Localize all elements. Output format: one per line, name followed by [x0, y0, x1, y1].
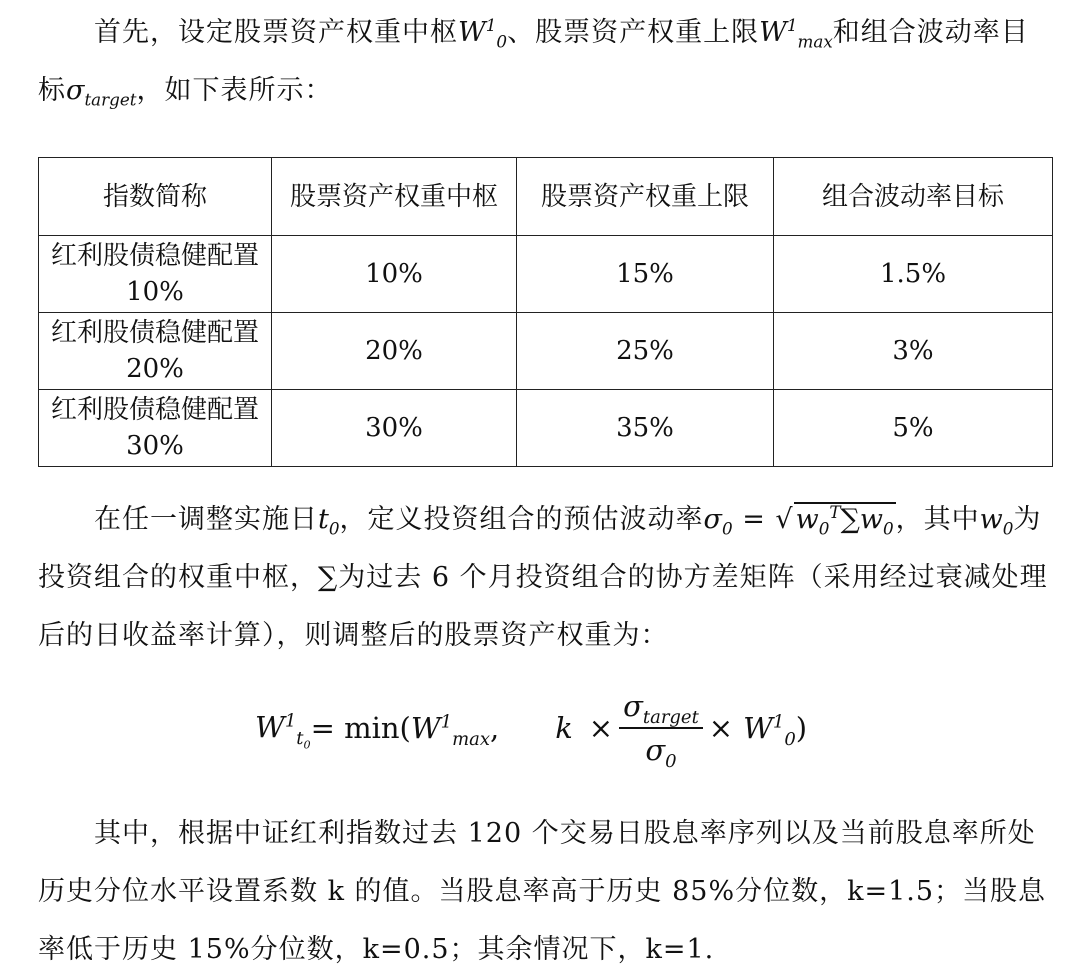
cell-index-name: 红利股债稳健配置 30%: [39, 390, 272, 467]
formula-close-paren: ): [795, 711, 808, 745]
header-index-name: 指数简称: [39, 158, 272, 236]
definition-text-3: ，其中: [895, 504, 980, 535]
w-center-symbol: $W^1_0$: [458, 15, 508, 52]
definition-text-2: ，定义投资组合的预估波动率: [339, 504, 704, 535]
formula-w0: $W^1_0$: [743, 711, 796, 750]
sigma0-symbol: $\sigma_0$: [703, 504, 733, 539]
cell-equity-center: 30%: [272, 390, 517, 467]
definition-text-4: 为投资组合的权重中枢，: [38, 504, 1042, 593]
definition-text-5: 为过去 6 个月投资组合的协方差矩阵（采用经过衰减处理后的日收益率计算），则调整后的股票资产权重为：: [38, 562, 1048, 651]
intro-tail-text: ，如下表所示：: [136, 75, 333, 106]
equals-sign: =: [732, 504, 776, 535]
w0-symbol: $w_0$: [979, 504, 1014, 539]
cell-equity-cap: 15%: [517, 236, 774, 313]
fraction-numerator: $\sigma_{target}$: [619, 689, 703, 729]
cell-equity-cap: 25%: [517, 313, 774, 390]
definition-paragraph: [38, 491, 1048, 665]
formula-fraction: [619, 689, 703, 772]
header-equity-center: 股票资产权重中枢: [272, 158, 517, 236]
cell-index-name: 红利股债稳健配置 20%: [39, 313, 272, 390]
header-equity-cap: 股票资产权重上限: [517, 158, 774, 236]
weights-table: [38, 157, 1053, 467]
header-vol-target: 组合波动率目标: [774, 158, 1053, 236]
sqrt-expression: $w_0^T\sum w_0$: [795, 502, 894, 539]
table-row: [39, 313, 1053, 390]
sigma-matrix-symbol: ∑: [318, 562, 339, 593]
formula-times-2: ×: [708, 711, 734, 745]
formula-min-op: = min(: [310, 711, 411, 745]
cell-equity-cap: 35%: [517, 390, 774, 467]
table-header-row: [39, 158, 1053, 236]
cell-vol-target: 5%: [774, 390, 1053, 467]
definition-text-1: 在任一调整实施日: [94, 504, 318, 535]
formula-wmax: $W^1_{max}$: [410, 711, 490, 750]
intro-sep-text: 、股票资产权重上限: [507, 17, 760, 48]
table-row: [39, 236, 1053, 313]
table-row: [39, 390, 1053, 467]
sqrt-icon: √: [775, 504, 794, 535]
cell-vol-target: 3%: [774, 313, 1053, 390]
formula-lhs: $W^1_{t_0}$: [255, 710, 311, 752]
cell-equity-center: 10%: [272, 236, 517, 313]
cell-index-name: 红利股债稳健配置 10%: [39, 236, 272, 313]
sigma-target-symbol: $\sigma_{target}$: [66, 75, 137, 110]
intro-paragraph: [38, 4, 1048, 120]
formula-comma: ,: [490, 711, 500, 745]
intro-lead-text: 首先，设定股票资产权重中枢: [94, 17, 458, 48]
coefficient-paragraph: 其中，根据中证红利指数过去 120 个交易日股息率序列以及当前股息率所处历史分位水平设置系数 k 的值。当股息率高于历史 85%分位数，k=1.5；当股息率低于历史 15%分位数，k=0.5；其余情况下，k=1.: [38, 818, 1047, 965]
formula-k: k: [555, 711, 573, 745]
w-max-symbol: $W^1_{max}$: [759, 15, 833, 52]
weight-formula: [255, 688, 875, 772]
intro-conn-text: 和组合波动率目标: [38, 17, 1029, 106]
cell-vol-target: 1.5%: [774, 236, 1053, 313]
t0-symbol: $t_0$: [318, 504, 340, 539]
formula-times: ×: [588, 711, 614, 745]
fraction-denominator: $\sigma_0$: [645, 733, 677, 772]
cell-equity-center: 20%: [272, 313, 517, 390]
